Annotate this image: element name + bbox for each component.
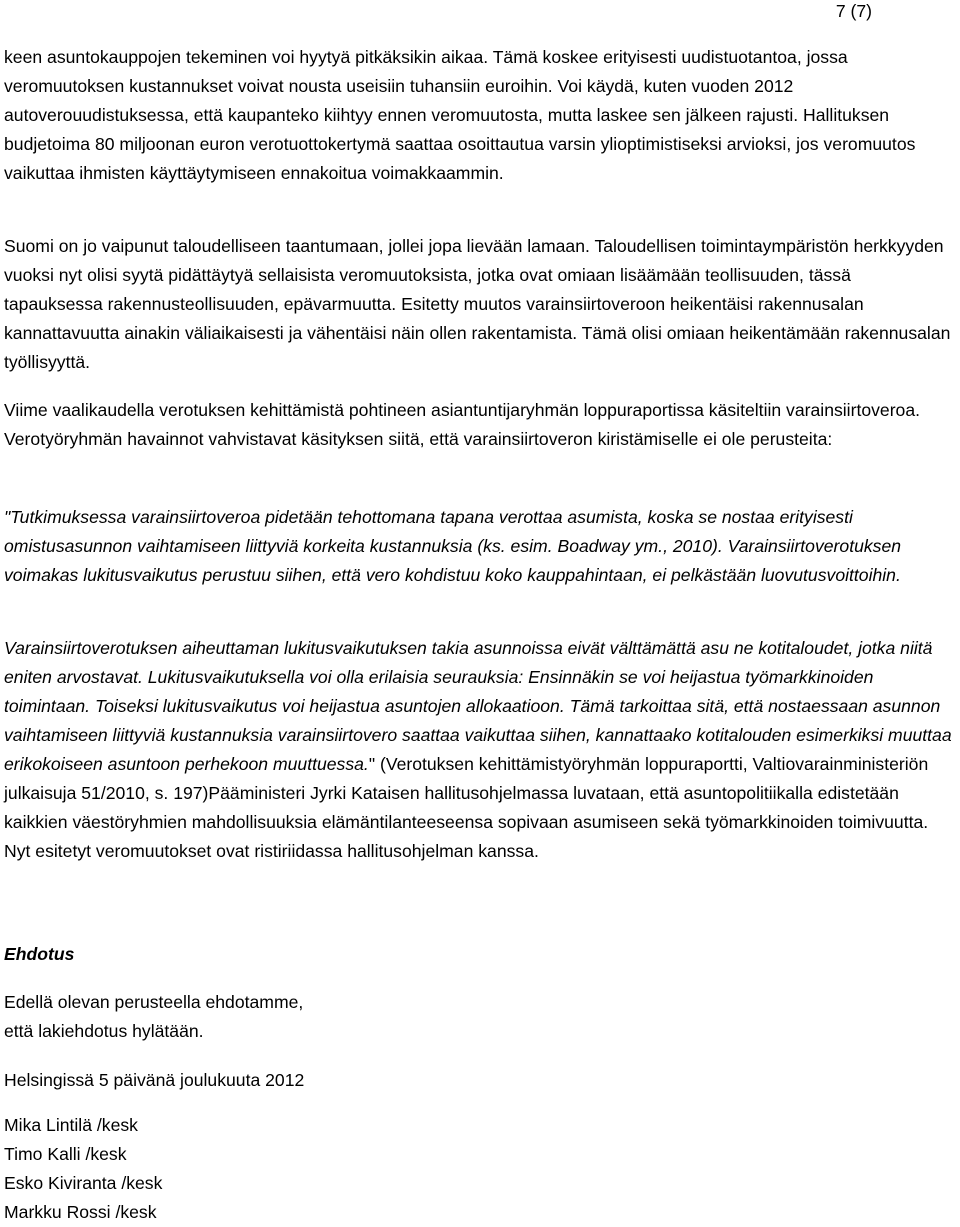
paragraph-2: Suomi on jo vaipunut taloudelliseen taantumaan, jollei jopa lievään lamaan. Taloudellisen toimintaympäristön herkkyyden vuoksi nyt olisi syytä pidättäytyä sellaisista veromuutoksista, jotka ovat omiaan lisäämään teollisuuden, tässä tapauksessa rakennusteollisuuden, epävarmuutta. Esitetty muutos varainsiirtoveroon heikentäisi rakennusalan kannattavuutta ainakin väliaikaisesti ja vähentäisi näin ollen rakentamista. Tämä olisi omiaan heikentämään rakennusalan työllisyyttä. [4, 236, 951, 372]
proposal [4, 988, 952, 1046]
signers-list [4, 1111, 952, 1227]
signer: Markku Rossi /kesk [4, 1202, 157, 1222]
page-number: 7 (7) [835, 1, 872, 21]
quote-trailing-text: " (Verotuksen kehittämistyöryhmän loppuraportti, Valtiovarainministeriön julkaisuja 51/2010, s. 197)Pääministeri Jyrki Kataisen hallitusohjelmassa luvataan, että asuntopolitiikalla edistetään kaikkien väestöryhmien mahdollisuuksia elämäntilanteeseensa sopivaan asumiseen sekä työmarkkinoiden toimivuutta. Nyt esitetyt veromuutokset ovat ristiriidassa hallitusohjelman kanssa. [4, 754, 929, 861]
quote-italic-text: Varainsiirtoverotuksen aiheuttaman lukitusvaikutuksen takia asunnoissa eivät välttämättä asu ne kotitaloudet, jotka niitä eniten arvostavat. Lukitusvaikutuksella voi olla erilaisia seurauksia: Ensinnäkin se voi heijastua työmarkkinoiden toimintaan. Toiseksi lukitusvaikutus voi heijastua asuntojen allokaatioon. Tämä tarkoittaa sitä, että nostaessaan asunnon vaihtamiseen liittyviä kustannuksia varainsiirtovero saattaa vaikuttaa siihen, kannattaako kotitalouden esimerkiksi muuttaa erikokoiseen asuntoon perhekoon muuttuessa. [4, 638, 952, 774]
proposal-line-1: Edellä olevan perusteella ehdotamme, [4, 992, 304, 1012]
proposal-line-2: että lakiehdotus hylätään. [4, 1021, 204, 1041]
signer: Mika Lintilä /kesk [4, 1115, 138, 1135]
signer: Timo Kalli /kesk [4, 1144, 127, 1164]
paragraph-1: keen asuntokauppojen tekeminen voi hyytyä pitkäksikin aikaa. Tämä koskee erityisesti uudistuotantoa, jossa veromuutoksen kustannukset voivat nousta useisiin tuhansiin euroihin. Voi käydä, kuten vuoden 2012 autoverouudistuksessa, että kaupanteko kiihtyy ennen veromuutosta, mutta laskee sen jälkeen rajusti. Hallituksen budjetoima 80 miljoonan euron verotuottokertymä saattaa osoittautua varsin ylioptimistiseksi arvioksi, jos veromuutos vaikuttaa ihmisten käyttäytymiseen ennakoitua voimakkaammin. [4, 47, 916, 183]
section-heading: Ehdotus [4, 944, 75, 964]
quote-paragraph-1: "Tutkimuksessa varainsiirtoveroa pidetään tehottomana tapana verottaa asumista, koska se nostaa erityisesti omistusasunnon vaihtamiseen liittyviä korkeita kustannuksia (ks. esim. Boadway ym., 2010). Varainsiirtoverotuksen voimakas lukitusvaikutus perustuu siihen, että vero kohdistuu koko kauppahintaan, ei pelkästään luovutusvoittoihin. [4, 507, 902, 585]
quote-paragraph-2 [4, 634, 952, 866]
paragraph-3: Viime vaalikaudella verotuksen kehittämistä pohtineen asiantuntijaryhmän loppuraportissa käsiteltiin varainsiirtoveroa. Verotyöryhmän havainnot vahvistavat käsityksen siitä, että varainsiirtoveron kiristämiselle ei ole perusteita: [4, 400, 921, 449]
signer: Esko Kiviranta /kesk [4, 1173, 163, 1193]
place-date: Helsingissä 5 päivänä joulukuuta 2012 [4, 1070, 305, 1090]
